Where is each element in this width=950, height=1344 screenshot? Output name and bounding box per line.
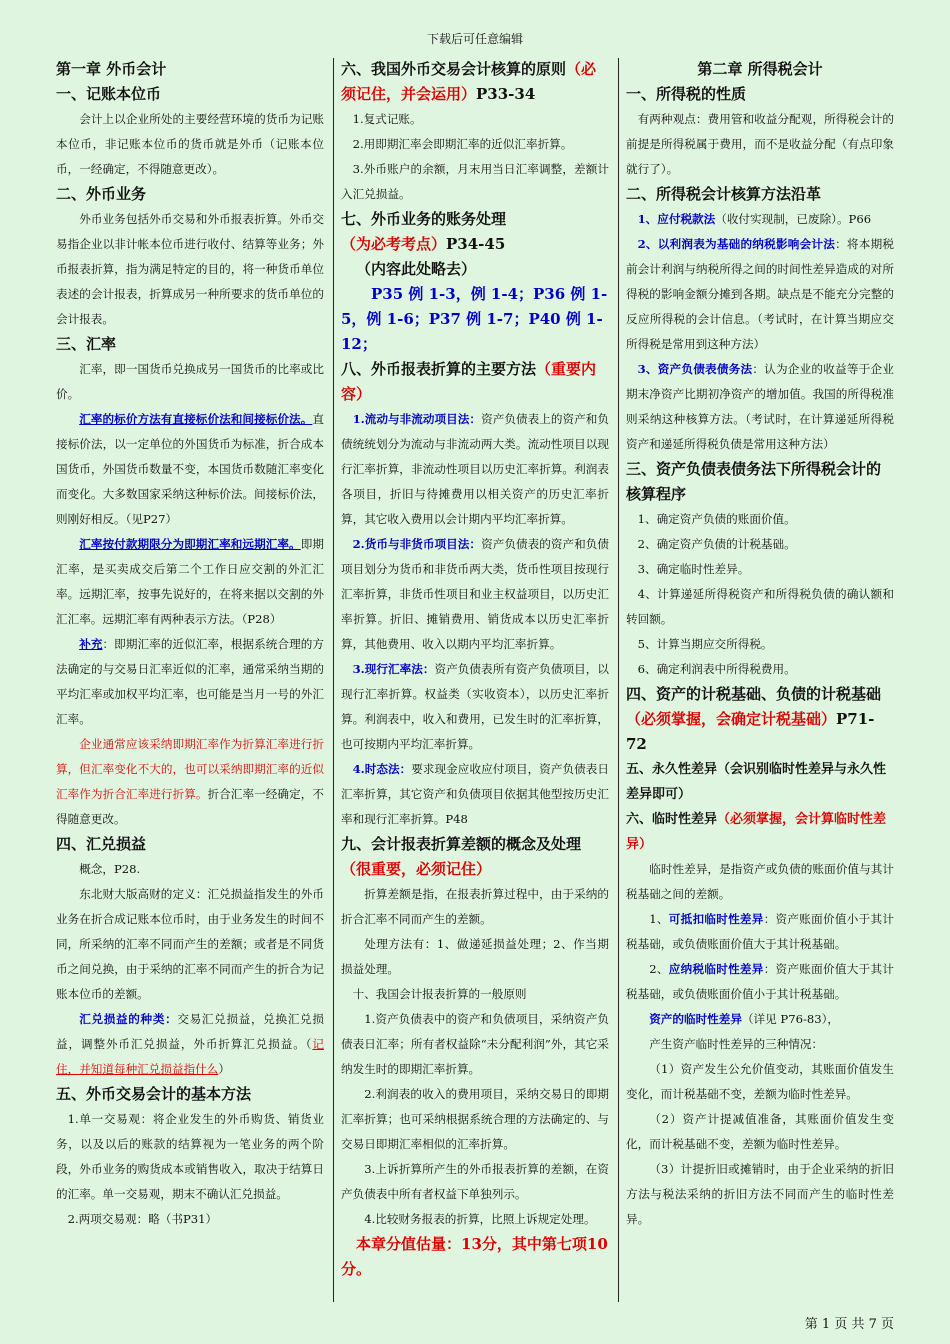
paragraph — [626, 1007, 894, 1032]
text: （收付实现制，已废除）。P66 — [715, 212, 872, 226]
title-text: 四、资产的计税基础、负债的计税基础 — [626, 685, 882, 703]
highlight-text: 记住，并知道每种汇兑损益指什么 — [56, 1037, 324, 1076]
section-title: 二、所得税会计核算方法沿革 — [626, 185, 822, 203]
paragraph — [56, 407, 324, 532]
paragraph: 汇率，即一国货币兑换成另一国货币的比率或比价。 — [56, 362, 324, 401]
section-title: 二、外币业务 — [56, 185, 147, 203]
section-title — [341, 207, 609, 257]
paragraph: 十、我国会计报表折算的一般原则 — [352, 987, 527, 1001]
text: ） — [218, 1062, 230, 1076]
text: 直接标价法，以一定单位的外国货币为标准，折合成本国货币，外国货币数量不变，本国货币数随汇率变化而变化。大多数国家采纳这种标价法。间接标价法，则刚好相反。（见P27） — [56, 412, 324, 526]
paragraph: 概念，P28. — [79, 862, 141, 876]
column-2 — [341, 57, 609, 1282]
list-item: 2.用即期汇率会即期汇率的近似汇率折算。 — [352, 137, 573, 151]
key-term: 补充 — [79, 637, 103, 651]
key-term: 2、以利润表为基础的纳税影响会计法 — [637, 237, 836, 251]
text: 要求现金应收应付项目，资产负债表日汇率折算，其它资产和负债项目依据其他型按历史汇率和现行汇率折算。P48 — [341, 762, 609, 826]
list-item: 4.比较财务报表的折算，比照上诉规定处理。 — [364, 1212, 596, 1226]
text: 1、 — [649, 912, 669, 926]
paragraph — [626, 357, 894, 457]
paragraph: 1.单一交易观：将企业发生的外币购货、销货业务，以及以后的账款的结算视为一笔业务的两个阶段，外币业务的购货成本或销售收入，取决于结算日的汇率。单一交易观，期末不确认汇兑损益。 — [56, 1112, 324, 1201]
section-title: 一、记账本位币 — [56, 85, 162, 103]
column-divider — [333, 58, 334, 1302]
key-term: 2.货币与非货币项目法： — [352, 537, 482, 551]
text: 折合汇率一经确定，不得随意更改。 — [56, 787, 324, 826]
column-1 — [56, 57, 324, 1232]
paragraph — [56, 632, 324, 732]
paragraph: 折算差额是指，在报表折算过程中，由于采纳的折合汇率不同而产生的差额。 — [341, 887, 609, 926]
paragraph — [56, 532, 324, 632]
key-term: 4.时态法： — [352, 762, 412, 776]
list-item: 3、确定临时性差异。 — [637, 562, 750, 576]
text: 交易汇兑损益，兑换汇兑损益，调整外币汇兑损益，外币折算汇兑损益。（ — [56, 1012, 324, 1051]
section-title — [341, 57, 609, 107]
list-item: （1）资产发生公允价值变动，其账面价值发生变化，而计税基础不变，差额为临时性差异。 — [626, 1062, 894, 1101]
page-number: 第 1 页 共 7 页 — [804, 1317, 894, 1332]
section-title: 一、所得税的性质 — [626, 85, 747, 103]
highlight-text: （重要内容） — [341, 360, 597, 403]
list-item: 1.复式记账。 — [352, 112, 422, 126]
list-item: （2）资产计提减值准备，其账面价值发生变化，而计税基础不变，差额为临时性差异。 — [626, 1112, 894, 1151]
highlight-text: （必须掌握，会确定计税基础） — [626, 710, 837, 728]
list-item: 3.上诉折算所产生的外币报表折算的差额，在资产负债表中所有者权益下单独列示。 — [341, 1162, 609, 1201]
text: 资产负债表所有资产负债项目，以现行汇率折算。权益类（实收资本），以历史汇率折算。利润表中，收入和费用，已发生时的汇率折算，也可按期内平均汇率折算。 — [341, 662, 609, 751]
list-item: 2.利润表的收入的费用项目，采纳交易日的即期汇率折算；也可采纳根据系统合理的方法确定的、与交易日即期汇率相似的汇率折算。 — [341, 1087, 609, 1151]
example-list: P35 例 1-3，例 1-4；P36 例 1-5，例 1-6；P37 例 1-7；P40 例 1-12； — [341, 285, 608, 353]
paragraph: 临时性差异，是指资产或负债的账面价值与其计税基础之间的差额。 — [626, 862, 894, 901]
list-item: 3.外币账户的余额，月末用当日汇率调整，差额计入汇兑损益。 — [341, 162, 609, 201]
paragraph: 产生资产临时性差异的三种情况： — [649, 1037, 824, 1051]
paragraph: 有两种观点：费用管和收益分配观，所得税会计的前提是所得税属于费用，而不是收益分配（有点印象就行了）。 — [626, 112, 894, 176]
text: 即期汇率，是买卖成交后第二个工作日应交割的外汇汇率。远期汇率，按事先说好的，在将来据以交割的外汇汇率。远期汇率有两种表示方法。（P28） — [56, 537, 324, 626]
highlight-text: 企业通常应该采纳即期汇率作为折算汇率进行折算，但汇率变化不大的，也可以采纳即期汇率的近似汇率作为折合汇率进行折算。 — [56, 737, 324, 801]
paragraph: 处理方法有：1、做递延损益处理；2、作当期损益处理。 — [341, 937, 609, 976]
section-title — [341, 832, 609, 882]
list-item: 1.资产负债表中的资产和负债项目，采纳资产负债表日汇率；所有者权益除“未分配利润”外，其它采纳发生时的即期汇率折算。 — [341, 1012, 609, 1076]
key-term: 3、资产负债表债务法 — [637, 362, 753, 376]
list-item: 1、确定资产负债的账面价值。 — [637, 512, 796, 526]
text: 2、 — [649, 962, 669, 976]
text: 资产负债表的资产和负债项目划分为货币和非货币两大类，货币性项目按现行汇率折算，非货币性项目和业主权益项目，以历史汇率折算。折旧、摊销费用、销货成本以历史汇率折算，其他费用、收入以期内平均汇率折算。 — [341, 537, 609, 651]
highlight-text: （必须记住，并会运用） — [341, 60, 597, 103]
section-title: 五、永久性差异（会识别临时性差异与永久性差异即可） — [626, 762, 887, 802]
section-title: 三、资产负债表债务法下所得税会计的核算程序 — [626, 460, 882, 503]
key-term: 3.现行汇率法： — [352, 662, 435, 676]
paragraph — [56, 1007, 324, 1082]
text: ：即期汇率的近似汇率，根据系统合理的方法确定的与交易日汇率近似的汇率，通常采纳当期的平均汇率或加权平均汇率，也可能是当月一号的外汇汇率。 — [56, 637, 324, 726]
title-text: 七、外币业务的账务处理 — [341, 210, 507, 228]
key-term: 汇率的标价方法有直接标价法和间接标价法。 — [79, 412, 313, 426]
text: ：资产账面价值大于其计税基础，或负债账面价值小于其计税基础。 — [626, 962, 894, 1001]
text: （详见 P76-83）， — [741, 1012, 840, 1026]
paragraph — [626, 907, 894, 957]
section-title: 五、外币交易会计的基本方法 — [56, 1085, 252, 1103]
title-text: 九、会计报表折算差额的概念及处理 — [341, 835, 582, 853]
title-text: 六、临时性差异 — [626, 812, 718, 827]
paragraph — [626, 957, 894, 1007]
chapter-title: 第二章 所得税会计 — [697, 60, 823, 78]
text: ：认为企业的收益等于企业期末净资产比期初净资产的增加值。我国的所得税准则采纳这种核算方法。（考试时，在计算递延所得税资产和递延所得税负债是常用这种方法） — [626, 362, 894, 451]
key-term: 1、应付税款法 — [637, 212, 716, 226]
text: 资产负债表上的资产和负债统统划分为流动与非流动两大类。流动性项目以现行汇率折算，非流动性项目以历史汇率折算。利润表各项目，折旧与待摊费用以相关资产的历史汇率折算，其它收入费用以会计期内平均汇率折算。 — [341, 412, 609, 526]
section-title — [626, 807, 894, 857]
paragraph — [626, 207, 894, 232]
paragraph — [341, 532, 609, 657]
paragraph: 东北财大版高财的定义：汇兑损益指发生的外币业务在折合成记账本位币时，由于业务发生的时间不同，所采纳的汇率不同而产生的差额；或者是不同货币之间兑换，由于采纳的汇率不同而产生的折合为记账本位币的差额。 — [56, 887, 324, 1001]
paragraph — [341, 757, 609, 832]
highlight-text: （很重要，必须记住） — [341, 860, 492, 878]
note: （内容此处略去） — [356, 260, 477, 278]
list-item: 6、确定利润表中所得税费用。 — [637, 662, 796, 676]
highlight-text: （必须掌握，会计算临时性差异） — [626, 812, 887, 852]
section-title — [626, 682, 894, 757]
paragraph: 会计上以企业所处的主要经营环境的货币为记账本位币，非记账本位币的货币就是外币（记账本位币，一经确定，不得随意更改）。 — [56, 112, 324, 176]
key-term: 汇兑损益的种类： — [79, 1012, 178, 1026]
paragraph — [341, 407, 609, 532]
title-text: P34-45 — [446, 235, 506, 253]
title-text: P33-34 — [476, 85, 536, 103]
section-title: 三、汇率 — [56, 335, 117, 353]
key-term: 汇率按付款期限分为即期汇率和远期汇率。 — [79, 537, 301, 551]
column-divider — [618, 58, 619, 1302]
list-item: 5、计算当期应交所得税。 — [637, 637, 773, 651]
paragraph — [56, 732, 324, 832]
key-term: 应纳税临时性差异 — [668, 962, 764, 976]
text: ：资产账面价值小于其计税基础，或负债账面价值大于其计税基础。 — [626, 912, 894, 951]
section-title — [341, 357, 609, 407]
highlight-text: （为必考考点） — [341, 235, 447, 253]
paragraph: 2.两项交易观：略（书P31） — [67, 1212, 218, 1226]
title-text: 六、我国外币交易会计核算的原则 — [341, 60, 567, 78]
list-item: 2、确定资产负债的计税基础。 — [637, 537, 796, 551]
key-term: 1.流动与非流动项目法： — [352, 412, 482, 426]
section-title: 四、汇兑损益 — [56, 835, 147, 853]
title-text: P71-72 — [626, 710, 875, 753]
header-note: 下载后可任意编辑 — [426, 32, 523, 46]
paragraph — [626, 232, 894, 357]
chapter-title: 第一章 外币会计 — [56, 60, 167, 78]
paragraph: 外币业务包括外币交易和外币报表折算。外币交易指企业以非计帐本位币进行收付、结算等业务；外币报表折算，指为满足特定的目的，将一种货币单位表述的会计报表，折算成另一种所要求的货币单位的会计报表。 — [56, 212, 324, 326]
title-text: 八、外币报表折算的主要方法 — [341, 360, 537, 378]
paragraph — [341, 657, 609, 757]
text: ：将本期税前会计利润与纳税所得之间的时间性差异造成的对所得税的影响金额分摊到各期。缺点是不能充分完整的反应所得税的会计信息。（考试时，在计算当期应交所得税是常用到这种方法） — [626, 237, 894, 351]
list-item: （3）计提折旧或摊销时，由于企业采纳的折旧方法与税法采纳的折旧方法不同而产生的临时性差异。 — [626, 1162, 894, 1226]
score-note: 本章分值估量：13分，其中第七项10分。 — [341, 1235, 608, 1278]
key-term: 可抵扣临时性差异 — [668, 912, 764, 926]
list-item: 4、计算递延所得税资产和所得税负债的确认额和转回额。 — [626, 587, 894, 626]
key-term: 资产的临时性差异 — [649, 1012, 742, 1026]
column-3 — [626, 57, 894, 1232]
